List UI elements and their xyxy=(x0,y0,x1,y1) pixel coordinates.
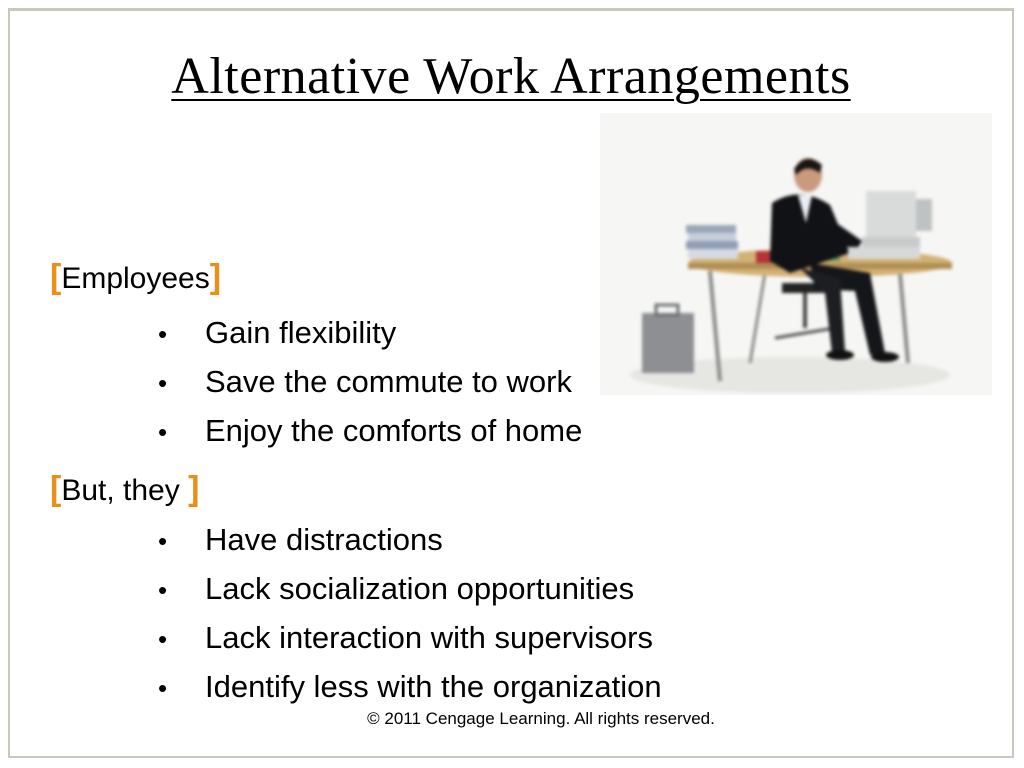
list-item-text: Have distractions xyxy=(205,522,443,557)
bullet-glyph: • xyxy=(158,673,168,703)
slide xyxy=(8,8,1014,758)
bullet-glyph: • xyxy=(158,368,168,398)
list-item xyxy=(158,364,572,401)
list-item-text: Identify less with the organization xyxy=(205,669,662,704)
section-heading-but-they xyxy=(50,471,199,509)
bracket-open: [ xyxy=(50,470,62,508)
section-heading-label: But, they xyxy=(61,474,180,507)
bullet-glyph: • xyxy=(158,417,168,447)
list-item-text: Lack interaction with supervisors xyxy=(205,620,653,655)
section-heading-employees xyxy=(50,259,221,297)
list-item-text: Gain flexibility xyxy=(205,315,397,350)
list-item xyxy=(158,315,396,352)
slide-title: Alternative Work Arrangements xyxy=(171,48,851,105)
list-item-text: Lack socialization opportunities xyxy=(205,571,635,606)
list-item xyxy=(158,571,634,608)
list-item xyxy=(158,669,662,706)
bracket-close: ] xyxy=(188,470,200,508)
bracket-open: [ xyxy=(50,258,62,296)
bullet-glyph: • xyxy=(158,319,168,349)
bracket-close: ] xyxy=(209,258,222,296)
section-heading-label: Employees xyxy=(61,262,210,295)
bullet-glyph: • xyxy=(158,624,168,654)
bullet-glyph: • xyxy=(158,575,168,605)
list-item xyxy=(158,522,443,559)
copyright-footer: © 2011 Cengage Learning. All rights reserved. xyxy=(367,709,715,728)
bullet-glyph: • xyxy=(158,526,168,556)
list-item-text: Enjoy the comforts of home xyxy=(205,413,583,448)
list-item-text: Save the commute to work xyxy=(205,364,572,399)
office-worker-photo xyxy=(600,113,992,395)
list-item xyxy=(158,620,653,657)
list-item xyxy=(158,413,582,450)
